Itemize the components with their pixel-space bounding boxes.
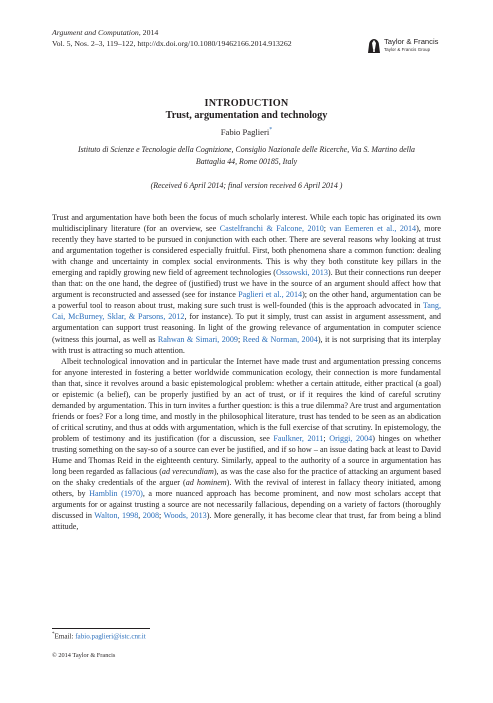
citation-link[interactable]: Woods, 2013 [163,511,207,521]
citation-link[interactable]: Walton, 1998 [94,511,139,521]
citation-link[interactable]: Hamblin (1970) [89,489,143,499]
author-name: Fabio Paglieri [220,127,270,137]
article-body [52,212,441,532]
citation-link[interactable]: Reed & Norman, 2004 [242,334,318,344]
journal-header [52,27,292,49]
citation-link[interactable]: Tang, Cai, McBurney, Sklar, & Parsons, 2012 [52,301,441,322]
journal-year: , 2014 [138,28,159,37]
footnote-divider [52,628,150,629]
author-line [0,127,493,137]
affiliation-line: Istituto di Scienze e Tecnologie della Cognizione, Consiglio Nazionale delle Ricerche, Via S. Martino della [78,145,415,154]
footnote-label: Email: [54,632,76,641]
received-text: (Received 6 April 2014; final version received 6 April 2014 ) [150,181,343,190]
paragraph: Albeit technological innovation and in particular the Internet have made trust and argumentation pressing concerns for anyone interested in fostering a better worldwide communication ecology, their connection is more fundamental than that, since it revolves around a basic epistemological problem: whether a certain attitude, either practical (a goal) or epistemic (a belief), can be properly justified by an act of trust, or if it requires the kind of careful scrutiny demanded by argumentation. This in turn invites a further question: is this a true dilemma? Are trust and argumentation friends or foes? For a long time, and mostly in the philosophical literature, trust has tended to be seen as an abdication of critical scrutiny, and thus at odds with argumentation, which is the full exercise of that scrutiny. In epistemology, the problem of testimony and its justification (for a discussion, see Faulkner, 2011; Origgi, 2004) hinges on whether trusting something on the say-so of a source can ever be justified, and if so how – an issue dating back at least to David Hume and Thomas Reid in the eighteenth century. Similarly, appeal to the authority of a source in argumentation has long been regarded as fallacious (ad verecundiam), as was the case also for the practice of attacking an argument based on the shaky credentials of the arguer (ad hominem). With the revival of interest in fallacy theory initiated, among others, by Hamblin (1970), a more nuanced approach has become prominent, and now most scholars accept that arguments for or against trusting a source are not necessarily fallacious, depending on a variety of factors (thoroughly discussed in Walton, 1998, 2008; Woods, 2013). More generally, it has become clear that trust, far from being a blind attitude, [52,356,441,532]
latin-term: ad hominem [185,478,227,488]
citation-link[interactable]: Origgi, 2004 [329,433,373,443]
taylor-francis-icon [366,36,382,54]
publisher-group: Taylor & Francis Group [384,47,431,52]
affiliation-line: Battaglia 44, Rome 00185, Italy [195,157,298,166]
article-title: Trust, argumentation and technology [165,110,328,121]
citation-link[interactable]: Paglieri et al., 2014 [238,290,303,300]
section-title: INTRODUCTION [204,98,289,109]
author-footnote-mark[interactable]: * [269,127,273,134]
received-dates [0,181,493,190]
affiliation [52,144,441,168]
email-link[interactable]: fabio.paglieri@istc.cnr.it [75,632,146,641]
publisher-name: Taylor & Francis [384,37,439,46]
citation-link[interactable]: 2008 [142,511,160,521]
journal-citation[interactable]: Vol. 5, Nos. 2–3, 119–122, http://dx.doi.org/10.1080/19462166.2014.913262 [52,39,292,48]
citation-link[interactable]: Rahwan & Simari, 2009 [157,334,238,344]
journal-name: Argument and Computation [52,28,139,37]
citation-link[interactable]: van Eemeren et al., 2014 [329,224,417,234]
citation-link[interactable]: Faulkner, 2011 [273,433,324,443]
publisher-logo [366,36,448,58]
citation-link[interactable]: Ossowski, 2013 [275,268,328,278]
paragraph: Trust and argumentation have both been the focus of much scholarly interest. While each topic has originated its own multidisciplinary literature (for an overview, see Castelfranchi & Falcone, 2010; van Eemeren et al., 2014), more recently they have started to be pursued in conjunction with each other. There are several reasons why looking at trust and argumentation together is considered especially fruitful. First, both phenomena share a common function: dealing with change and uncertainty in complex social environments. This is why they both constitute key pillars in the emerging and rapidly growing new field of agreement technologies (Ossowski, 2013). But their connections run deeper than that: on the one hand, the degree of (justified) trust we have in the source of an argument should affect how that argument is reconstructed and assessed (see for instance Paglieri et al., 2014); on the other hand, argumentation can be a powerful tool to reason about trust, making sure such trust is well-founded (this is the approach advocated in Tang, Cai, McBurney, Sklar, & Parsons, 2012, for instance). To put it simply, trust can assist in argument assessment, and argumentation can support trust reasoning. In light of the growing relevance of argumentation in computer science (witness this journal, as well as Rahwan & Simari, 2009; Reed & Norman, 2004), it is not surprising that its interplay with trust is attracting so much attention. [52,213,442,355]
footnote-mark: * [52,632,55,637]
latin-term: ad verecundiam [161,467,214,477]
citation-link[interactable]: Castelfranchi & Falcone, 2010 [219,224,324,234]
copyright-notice: © 2014 Taylor & Francis [52,652,116,659]
footnote [52,632,146,640]
